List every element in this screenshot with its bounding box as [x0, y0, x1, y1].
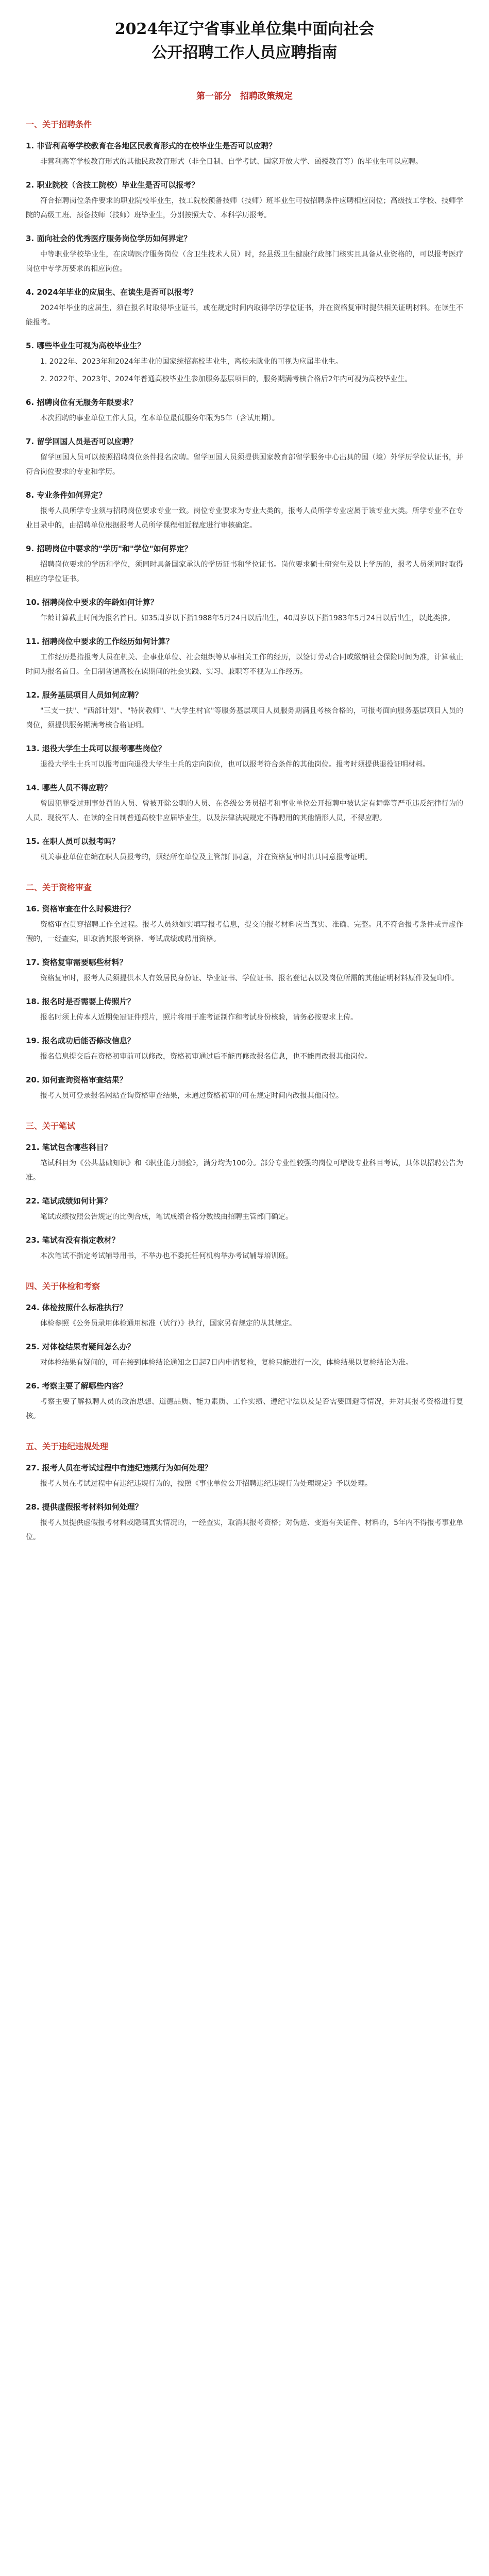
- question: 26. 考察主要了解哪些内容？: [26, 1381, 127, 1391]
- qa-item: [26, 1500, 463, 1545]
- question: 22. 笔试成绩如何计算？: [26, 1196, 112, 1206]
- question: 20. 如何查询资格审查结果？: [26, 1075, 127, 1084]
- question: 17. 资格复审需要哪些材料？: [26, 958, 127, 967]
- question: 11. 招聘岗位中要求的工作经历如何计算？: [26, 637, 174, 646]
- question: 1. 非营利高等学校教育在各地区民教育形式的在校毕业生是否可以应聘？: [26, 141, 277, 150]
- answer-paragraph: 对体检结果有疑问的，可在接到体检结论通知之日起7日内申请复检，复检只能进行一次，体检结果以复检结论为准。: [40, 1359, 413, 1367]
- question: 4. 2024年毕业的应届生、在读生是否可以报考？: [26, 287, 198, 297]
- question: 19. 报名成功后能否修改信息？: [26, 1036, 135, 1045]
- section-heading: 三、关于笔试: [26, 1121, 76, 1131]
- qa-item: [26, 488, 463, 533]
- question: 27. 报考人员在考试过程中有违纪违规行为如何处理？: [26, 1463, 212, 1472]
- answer-paragraph: 本次笔试不指定考试辅导用书，不举办也不委托任何机构举办考试辅导培训班。: [40, 1252, 293, 1260]
- section-heading: 一、关于招聘条件: [26, 120, 92, 129]
- title-line-1: 2024年辽宁省事业单位集中面向社会: [114, 20, 375, 38]
- qa-item: [26, 902, 463, 946]
- question: 9. 招聘岗位中要求的"学历"和"学位"如何界定？: [26, 544, 192, 553]
- answer-paragraph: 考察主要了解拟聘人员的政治思想、道德品质、能力素质、工作实绩、遵纪守法以及是否需要回避等情况，并对其报考资格进行复核。: [26, 1398, 463, 1420]
- question: 24. 体检按照什么标准执行？: [26, 1303, 127, 1312]
- qa-item: [26, 285, 463, 330]
- qa-item: [26, 1233, 463, 1263]
- answer-paragraph: 机关事业单位在编在职人员报考的，须经所在单位及主管部门同意，并在资格复审时出具同意报考证明。: [40, 853, 372, 861]
- section-heading: 四、关于体检和考察: [26, 1281, 100, 1291]
- answer-paragraph: 年龄计算截止时间为报名首日。如35周岁以下指1988年5月24日以后出生，40周岁以下指1983年5月24日以后出生，以此类推。: [40, 614, 455, 622]
- answer-paragraph: 非营利高等学校教育形式的其他民政教育形式（非全日制、自学考试、国家开放大学、函授教育等）的毕业生可以应聘。: [40, 158, 423, 166]
- answer-paragraph: 本次招聘的事业单位工作人员，在本单位最低服务年限为5年（含试用期）。: [40, 414, 279, 422]
- question: 12. 服务基层项目人员如何应聘？: [26, 690, 143, 700]
- answer-paragraph: 曾因犯罪受过刑事处罚的人员、曾被开除公职的人员、在各级公务员招考和事业单位公开招聘中被认定有舞弊等严重违反纪律行为的人员、现役军人、在读的全日制普通高校非应届毕业生，以及法律法规规定不得聘用的其他情形人员，不得应聘。: [26, 800, 463, 822]
- answer-paragraph: 报考人员在考试过程中有违纪违规行为的，按照《事业单位公开招聘违纪违规行为处理规定》予以处理。: [40, 1480, 372, 1488]
- qa-item: [26, 956, 463, 986]
- qa-item: [26, 835, 463, 865]
- answer-paragraph: 工作经历是指报考人员在机关、企事业单位、社会组织等从事相关工作的经历，以签订劳动合同或缴纳社会保险时间为准，计算截止时间为报名首日。全日制普通高校在读期间的社会实践、实习、兼职等不视为工作经历。: [26, 653, 463, 676]
- answer-paragraph: 报考人员所学专业须与招聘岗位要求专业一致。岗位专业要求为专业大类的，报考人员所学专业应属于该专业大类。所学专业不在专业目录中的，由招聘单位根据报考人员所学课程相近程度进行审核确定。: [26, 507, 463, 530]
- qa-item: [26, 232, 463, 276]
- answer-paragraph: 报名信息提交后在资格初审前可以修改，资格初审通过后不能再修改报名信息，也不能再改报其他岗位。: [40, 1053, 372, 1061]
- answer-paragraph: 报考人员提供虚假报考材料或隐瞒真实情况的，一经查实，取消其报考资格；对伪造、变造有关证件、材料的，5年内不得报考事业单位。: [26, 1519, 463, 1541]
- answer-paragraph: 2. 2022年、2023年、2024年普通高校毕业生参加服务基层项目的，服务期满考核合格后2年内可视为高校毕业生。: [40, 375, 412, 383]
- answer-paragraph: 招聘岗位要求的学历和学位，须同时具备国家承认的学历证书和学位证书。岗位要求硕士研究生及以上学历的，报考人员须同时取得相应的学位证书。: [26, 561, 463, 583]
- guide-title: [26, 18, 463, 65]
- qa-item: [26, 781, 463, 825]
- question: 3. 面向社会的优秀医疗服务岗位学历如何界定？: [26, 234, 192, 243]
- qa-item: [26, 596, 463, 625]
- qa-item: [26, 1141, 463, 1185]
- answer-paragraph: 报考人员可登录报名网站查询资格审查结果，未通过资格初审的可在规定时间内改报其他岗位。: [40, 1092, 343, 1100]
- answer-paragraph: 报名时须上传本人近期免冠证件照片，照片将用于准考证制作和考试身份核验，请务必按要求上传。: [40, 1013, 358, 1022]
- answer-paragraph: 资格审查贯穿招聘工作全过程。报考人员须如实填写报考信息，提交的报考材料应当真实、准确、完整。凡不符合报考条件或弄虚作假的，一经查实，即取消其报考资格、考试成绩或聘用资格。: [26, 921, 463, 943]
- qa-item: [26, 1034, 463, 1064]
- answer-paragraph: "三支一扶"、"西部计划"、"特岗教师"、"大学生村官"等服务基层项目人员服务期满且考核合格的，可报考面向服务基层项目人员的岗位，须提供服务期满考核合格证明。: [26, 707, 463, 730]
- question: 16. 资格审查在什么时候进行？: [26, 904, 135, 913]
- question: 21. 笔试包含哪些科目？: [26, 1143, 112, 1152]
- question: 7. 留学回国人员是否可以应聘？: [26, 437, 138, 446]
- qa-item: [26, 1379, 463, 1423]
- question: 10. 招聘岗位中要求的年龄如何计算？: [26, 598, 158, 607]
- answer-paragraph: 符合招聘岗位条件要求的职业院校毕业生，技工院校预备技师（技师）班毕业生可按招聘条件应聘相应岗位；高级技工学校、技师学院的高级工班、预备技师（技师）班毕业生，分别按照大专、本科学历报考。: [26, 197, 463, 219]
- answer-paragraph: 中等职业学校毕业生，在应聘医疗服务岗位（含卫生技术人员）时，经县级卫生健康行政部门核实且具备从业资格的，可以报考医疗岗位中专学历要求的相应岗位。: [26, 250, 463, 273]
- answer-paragraph: 笔试科目为《公共基础知识》和《职业能力测验》，满分均为100分。部分专业性较强的岗位可增设专业科目考试，具体以招聘公告为准。: [26, 1159, 463, 1182]
- question: 13. 退役大学生士兵可以报考哪些岗位？: [26, 744, 166, 753]
- qa-item: [26, 1461, 463, 1491]
- qa-item: [26, 396, 463, 426]
- question: 25. 对体检结果有疑问怎么办？: [26, 1342, 135, 1351]
- question: 2. 职业院校（含技工院校）毕业生是否可以报考？: [26, 180, 199, 190]
- qa-item: [26, 435, 463, 479]
- question: 18. 报名时是否需要上传照片？: [26, 997, 135, 1006]
- answer-paragraph: 退役大学生士兵可以报考面向退役大学生士兵的定向岗位，也可以报考符合条件的其他岗位。报考时须提供退役证明材料。: [40, 760, 430, 769]
- question: 28. 提供虚假报考材料如何处理？: [26, 1502, 143, 1512]
- question: 15. 在职人员可以报考吗？: [26, 837, 120, 846]
- question: 8. 专业条件如何界定？: [26, 490, 107, 500]
- qa-item: [26, 178, 463, 223]
- answer-paragraph: 资格复审时，报考人员须提供本人有效居民身份证、毕业证书、学位证书、报名登记表以及岗位所需的其他证明材料原件及复印件。: [40, 974, 459, 982]
- answer-paragraph: 2024年毕业的应届生，须在报名时取得毕业证书，或在规定时间内取得学历学位证书，并在资格复审时提供相关证明材料。在读生不能报考。: [26, 304, 463, 327]
- part-heading: 第一部分 招聘政策规定: [196, 91, 293, 101]
- qa-item: [26, 1194, 463, 1224]
- answer-paragraph: 留学回国人员可以按照招聘岗位条件报名应聘。留学回国人员须提供国家教育部留学服务中心出具的国（境）外学历学位认证书，并符合岗位要求的专业和学历。: [26, 453, 463, 476]
- qa-item: [26, 995, 463, 1025]
- qa-item: [26, 635, 463, 679]
- qa-item: [26, 688, 463, 733]
- qa-item: [26, 1073, 463, 1103]
- question: 6. 招聘岗位有无服务年限要求？: [26, 398, 138, 407]
- qa-item: [26, 139, 463, 169]
- section-heading: 五、关于违纪违规处理: [26, 1442, 109, 1451]
- section-heading: 二、关于资格审查: [26, 883, 92, 892]
- qa-item: [26, 339, 463, 386]
- question: 5. 哪些毕业生可视为高校毕业生？: [26, 341, 145, 350]
- guide-content: [26, 118, 463, 1545]
- question: 23. 笔试有没有指定教材？: [26, 1235, 120, 1245]
- question: 14. 哪些人员不得应聘？: [26, 783, 112, 792]
- answer-paragraph: 笔试成绩按照公告规定的比例合成，笔试成绩合格分数线由招聘主管部门确定。: [40, 1213, 293, 1221]
- answer-paragraph: 1. 2022年、2023年和2024年毕业的国家统招高校毕业生，离校未就业的可视为应届毕业生。: [40, 358, 343, 366]
- qa-item: [26, 1340, 463, 1370]
- title-line-2: 公开招聘工作人员应聘指南: [151, 44, 338, 62]
- qa-item: [26, 1301, 463, 1331]
- qa-item: [26, 542, 463, 586]
- qa-item: [26, 742, 463, 772]
- answer-paragraph: 体检参照《公务员录用体检通用标准（试行）》执行，国家另有规定的从其规定。: [40, 1319, 296, 1328]
